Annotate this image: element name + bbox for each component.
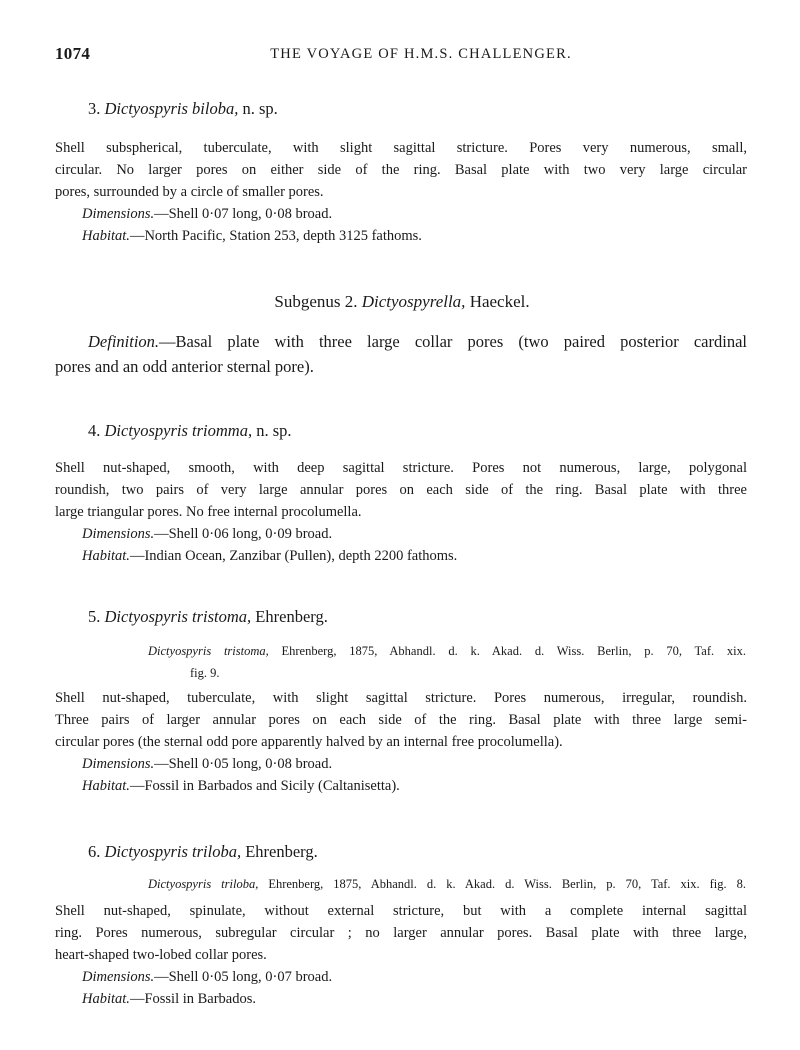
description-line: large triangular pores. No free internal procolumella. — [55, 504, 362, 520]
habitat-text: —Fossil in Barbados. — [129, 991, 257, 1007]
running-header — [55, 44, 747, 68]
reference-name: Dictyospyris triloba, — [148, 877, 259, 891]
species-heading-5 — [88, 607, 328, 627]
dimensions-text: —Shell 0·05 long, 0·08 broad. — [154, 756, 333, 772]
dimensions-label: Dimensions. — [82, 756, 155, 772]
habitat-text: —Indian Ocean, Zanzibar (Pullen), depth 2200 fathoms. — [129, 548, 458, 564]
habitat-label: Habitat. — [82, 548, 130, 564]
definition-text: —Basal plate with three large collar pores (two paired posterior cardinal — [159, 332, 747, 351]
dimensions-line — [82, 526, 774, 543]
habitat-text: —Fossil in Barbados and Sicily (Caltanisetta). — [129, 778, 400, 794]
species-author: Ehrenberg. — [255, 607, 328, 626]
reference-name: Dictyospyris tristoma, — [148, 644, 269, 658]
habitat-label: Habitat. — [82, 778, 130, 794]
definition-line: pores and an odd anterior sternal pore). — [55, 357, 314, 376]
habitat-line — [82, 548, 774, 565]
species-number: 4. — [88, 421, 101, 440]
description-line: roundish, two pairs of very large annular pores on each side of the ring. Basal plate with three — [55, 482, 747, 498]
habitat-label: Habitat. — [82, 228, 130, 244]
description-line: heart-shaped two-lobed collar pores. — [55, 947, 267, 963]
dimensions-line — [82, 756, 774, 773]
definition-label: Definition. — [88, 332, 160, 351]
reference-text: Ehrenberg, 1875, Abhandl. d. k. Akad. d. Wiss. Berlin, p. 70, Taf. xix. — [268, 644, 746, 658]
dimensions-text: —Shell 0·06 long, 0·09 broad. — [154, 526, 333, 542]
description-line: Shell subspherical, tuberculate, with slight sagittal stricture. Pores very numerous, small, — [55, 140, 747, 156]
literature-reference — [148, 640, 746, 684]
definition-line — [88, 332, 747, 352]
description-line: circular pores (the sternal odd pore apparently halved by an internal free procolumella). — [55, 734, 563, 750]
literature-reference — [148, 873, 746, 895]
description-line: Shell nut-shaped, spinulate, without external stricture, but with a complete internal sagittal — [55, 903, 747, 919]
reference-text: Ehrenberg, 1875, Abhandl. d. k. Akad. d. Wiss. Berlin, p. 70, Taf. xix. fig. 8. — [258, 877, 747, 891]
dimensions-text: —Shell 0·07 long, 0·08 broad. — [154, 206, 333, 222]
habitat-line — [82, 778, 774, 795]
species-author: n. sp. — [242, 99, 278, 118]
dimensions-label: Dimensions. — [82, 206, 155, 222]
species-name: Dictyospyris tristoma, — [104, 607, 252, 626]
dimensions-label: Dimensions. — [82, 969, 155, 985]
species-author: n. sp. — [256, 421, 292, 440]
page-number: 1074 — [55, 44, 91, 63]
dimensions-line — [82, 969, 774, 986]
dimensions-label: Dimensions. — [82, 526, 155, 542]
running-title: THE VOYAGE OF H.M.S. CHALLENGER. — [270, 46, 572, 62]
species-author: Ehrenberg. — [245, 842, 318, 861]
subgenus-name: Dictyospyrella, — [361, 292, 466, 311]
habitat-line — [82, 228, 774, 245]
habitat-label: Habitat. — [82, 991, 130, 1007]
species-number: 5. — [88, 607, 101, 626]
species-name: Dictyospyris biloba, — [104, 99, 239, 118]
reference-tail: fig. 9. — [190, 666, 220, 680]
subgenus-label: Subgenus 2. — [274, 292, 358, 311]
habitat-line — [82, 991, 774, 1008]
subgenus-heading — [0, 292, 800, 312]
description-line: Shell nut-shaped, tuberculate, with slight sagittal stricture. Pores numerous, irregular, roundish. — [55, 690, 747, 706]
description-line: ring. Pores numerous, subregular circular ; no larger annular pores. Basal plate with three large, — [55, 925, 747, 941]
description-line: pores, surrounded by a circle of smaller pores. — [55, 184, 324, 200]
description-line: Three pairs of larger annular pores on each side of the ring. Basal plate with three large semi- — [55, 712, 747, 728]
dimensions-text: —Shell 0·05 long, 0·07 broad. — [154, 969, 333, 985]
species-number: 3. — [88, 99, 101, 118]
species-heading-3 — [88, 99, 278, 119]
species-name: Dictyospyris triloba, — [104, 842, 242, 861]
description-line: Shell nut-shaped, smooth, with deep sagittal stricture. Pores not numerous, large, polygonal — [55, 460, 747, 476]
species-name: Dictyospyris triomma, — [104, 421, 253, 440]
subgenus-author: Haeckel. — [469, 292, 530, 311]
dimensions-line — [82, 206, 774, 223]
species-number: 6. — [88, 842, 101, 861]
description-line: circular. No larger pores on either side of the ring. Basal plate with two very large circular — [55, 162, 747, 178]
species-heading-4 — [88, 421, 292, 441]
species-heading-6 — [88, 842, 318, 862]
habitat-text: —North Pacific, Station 253, depth 3125 fathoms. — [129, 228, 422, 244]
